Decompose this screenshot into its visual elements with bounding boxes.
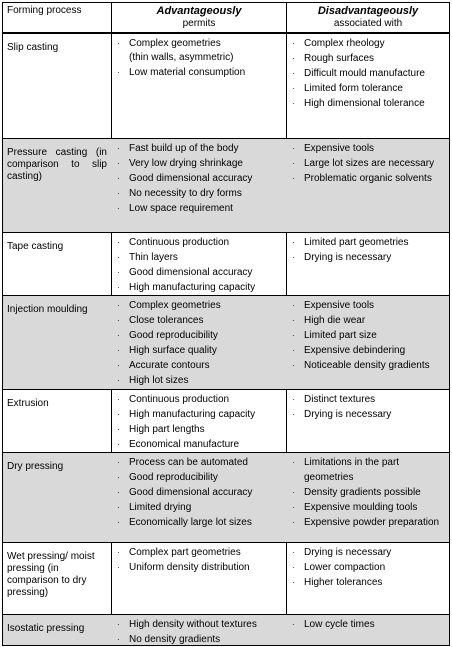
advantages-list [115,455,283,530]
table-header [3,3,449,34]
list-item: · Low material consumption [117,67,246,78]
disadvantages-list [290,455,448,530]
disadvantages-list [290,36,448,111]
list-item: · Good reproducibility [117,472,218,483]
list-item: · Expensive tools [292,300,375,311]
list-item: · Density gradients possible [292,487,421,498]
list-item: · Accurate contours [117,360,210,371]
advantages-list [115,298,283,388]
list-item: · Very low drying shrinkage [117,158,243,169]
list-item: · Continuous production [117,394,230,405]
list-item: · Continuous production [117,237,230,248]
list-item: · High die wear [292,315,366,326]
advantages-list [115,141,283,216]
list-item: · Economical manufacture [117,439,240,450]
list-item: · Uniform density distribution [117,562,250,573]
advantages-list [115,392,283,452]
header-disadvantageously-title: Disadvantageously [317,5,419,17]
list-item: · Close tolerances [117,315,204,326]
list-item: · Large lot sizes are necessary [292,158,435,169]
process-name: Injection moulding [7,304,88,315]
list-item: · Complex geometries (thin walls, asymmetric) [117,38,234,63]
table-row [3,453,449,543]
list-item: · Good reproducibility [117,330,218,341]
list-item: · Limited drying [117,502,192,513]
advantages-list [115,545,283,575]
advantages-list [115,36,283,80]
list-item: · Fast build up of the body [117,143,239,154]
list-item: · High part lengths [117,424,205,435]
list-item: · Drying is necessary [292,252,392,263]
list-item: · Thin layers [117,252,178,263]
list-item: · Lower compaction [292,562,386,573]
disadvantages-list [290,141,448,186]
table-row [3,34,449,139]
list-item: · Rough surfaces [292,53,375,64]
list-item: · Good dimensional accuracy [117,487,253,498]
list-item: · Low cycle times [292,619,375,630]
list-item: · High manufacturing capacity [117,409,256,420]
list-item: · Expensive powder preparation [292,517,440,528]
list-item: · Drying is necessary [292,547,392,558]
list-item: · Limited part geometries [292,237,409,248]
header-advantageously [112,5,286,30]
list-item: · Low space requirement [117,203,233,214]
list-item: · No necessity to dry forms [117,188,242,199]
list-item: · High lot sizes [117,375,189,386]
table-row [3,615,449,645]
forming-process-table [2,2,450,646]
table-row [3,233,449,296]
list-item: · Expensive debindering [292,345,406,356]
header-forming-process: Forming process [7,5,82,16]
list-item: · Economically large lot sizes [117,517,252,528]
list-item: · High manufacturing capacity [117,282,256,293]
list-item: · No density gradients [117,634,221,645]
header-advantageously-title: Advantageously [156,5,242,17]
list-item: · Limited form tolerance [292,83,403,94]
table-row [3,296,449,390]
list-item: · Noticeable density gradients [292,360,430,371]
disadvantages-list [290,545,448,590]
header-disadvantageously [287,5,449,30]
list-item: · High dimensional tolerance [292,98,425,109]
disadvantages-list [290,235,448,265]
disadvantages-list [290,617,448,632]
list-item: · High density without textures [117,619,257,630]
advantages-list [115,235,283,295]
list-item: · Good dimensional accuracy [117,173,253,184]
header-disadvantageously-sub: associated with [333,18,403,29]
table-row [3,390,449,453]
list-item: · Distinct textures [292,394,376,405]
list-item: · Limitations in the part geometries [292,457,400,483]
list-item: · Complex rheology [292,38,385,49]
list-item: · Process can be automated [117,457,248,468]
process-name: Isostatic pressing [7,623,85,634]
list-item: · Problematic organic solvents [292,173,432,184]
list-item: · Expensive moulding tools [292,502,418,513]
process-name: Wet pressing/ moist pressing (in comparison to dry pressing) [7,551,95,598]
table-row [3,543,449,615]
list-item: · Complex part geometries [117,547,241,558]
list-item: · Difficult mould manufacture [292,68,425,79]
header-advantageously-sub: permits [182,18,216,29]
process-name: Dry pressing [7,461,64,472]
advantages-list [115,617,283,647]
process-name: Pressure casting (in comparison to slip casting) [7,147,107,182]
list-item: · Limited part size [292,330,377,341]
list-item: · High surface quality [117,345,217,356]
process-name: Slip casting [7,42,59,53]
process-name: Tape casting [7,241,64,252]
process-name: Extrusion [7,398,49,409]
list-item: · Higher tolerances [292,577,383,588]
disadvantages-list [290,392,448,422]
list-item: · Complex geometries [117,300,221,311]
list-item: · Good dimensional accuracy [117,267,253,278]
list-item: · Drying is necessary [292,409,392,420]
disadvantages-list [290,298,448,373]
table-row [3,139,449,233]
list-item: · Expensive tools [292,143,375,154]
